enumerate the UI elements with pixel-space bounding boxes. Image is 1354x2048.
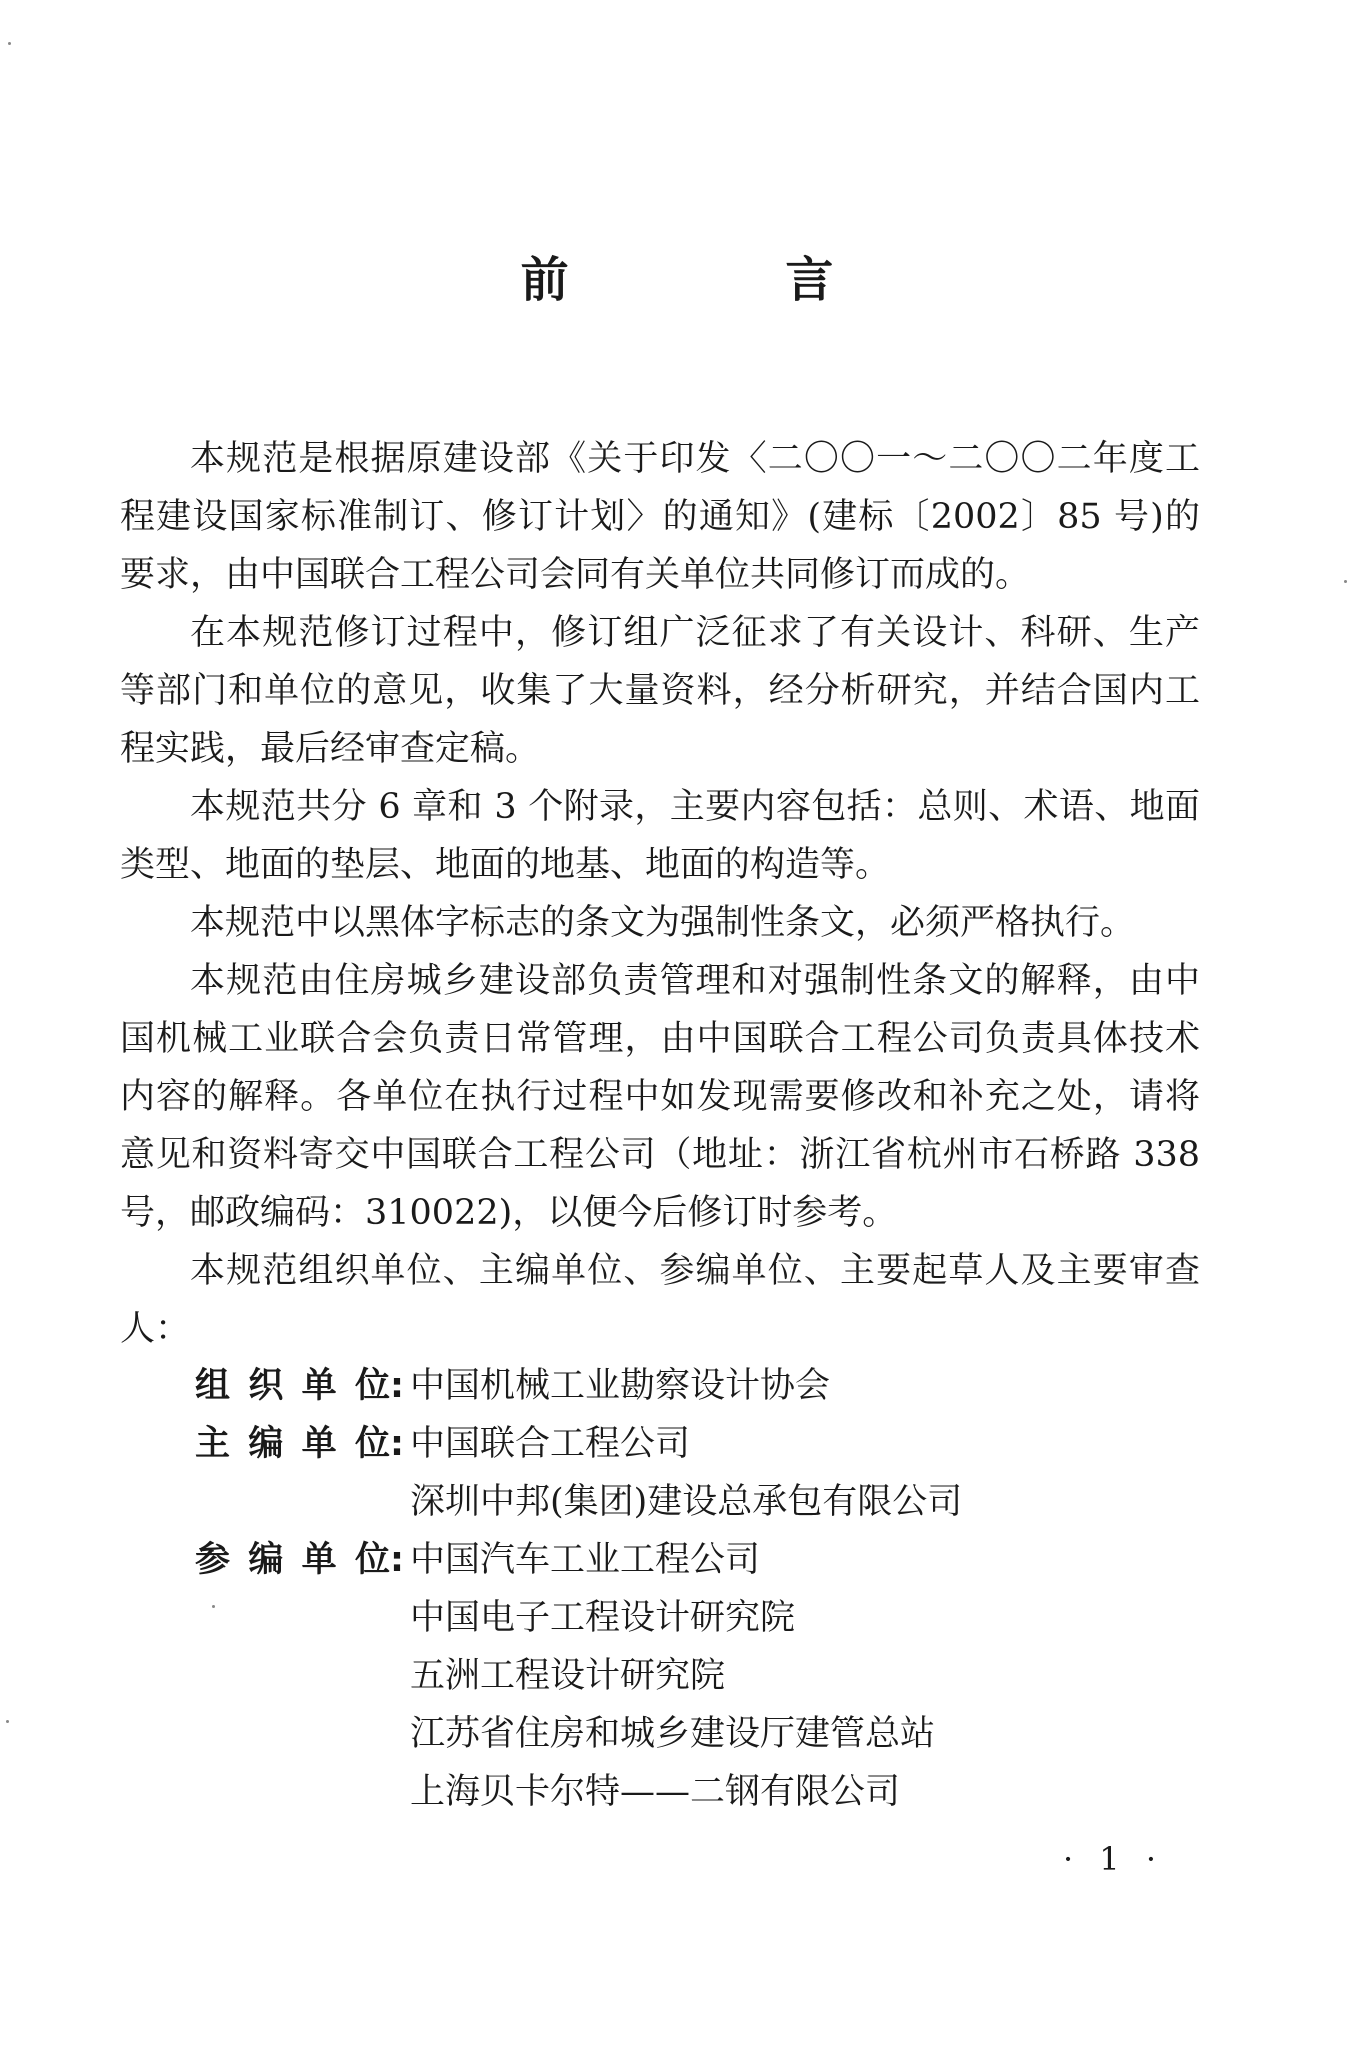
unit-label-colon: : <box>390 1366 404 1406</box>
unit-label <box>195 1415 410 1473</box>
unit-label <box>195 1357 410 1415</box>
paragraph: 本规范组织单位、主编单位、参编单位、主要起草人及主要审查人： <box>120 1251 1200 1349</box>
unit-name: 深圳中邦(集团)建设总承包有限公司 <box>410 1482 963 1522</box>
unit-name: 中国汽车工业工程公司 <box>410 1540 761 1580</box>
page-number: · 1 · <box>1062 1840 1164 1878</box>
paragraph: 本规范共分 6 章和 3 个附录，主要内容包括：总则、术语、地面类型、地面的垫层、地面的地基、地面的构造等。 <box>120 787 1200 885</box>
paragraph: 本规范是根据原建设部《关于印发〈二〇〇一～二〇〇二年度工程建设国家标准制订、修订计划〉的通知》(建标〔2002〕85 号)的要求，由中国联合工程公司会同有关单位共同修订而成的。 <box>120 439 1200 595</box>
paragraph: 在本规范修订过程中，修订组广泛征求了有关设计、科研、生产等部门和单位的意见，收集了大量资料，经分析研究，并结合国内工程实践，最后经审查定稿。 <box>120 613 1200 769</box>
unit-row-participants <box>195 1531 1195 1821</box>
unit-name: 上海贝卡尔特——二钢有限公司 <box>410 1772 901 1812</box>
unit-label-text: 主编单位 <box>195 1424 390 1464</box>
scan-speck <box>6 1720 9 1723</box>
unit-names <box>410 1415 962 1531</box>
paragraph: 本规范中以黑体字标志的条文为强制性条文，必须严格执行。 <box>190 903 1136 943</box>
unit-label <box>195 1531 410 1589</box>
units-list <box>195 1357 1195 1821</box>
unit-name: 中国电子工程设计研究院 <box>410 1598 796 1638</box>
unit-name: 中国联合工程公司 <box>410 1424 691 1464</box>
unit-name: 江苏省住房和城乡建设厅建管总站 <box>410 1714 936 1754</box>
unit-name: 中国机械工业勘察设计协会 <box>410 1366 831 1406</box>
unit-names <box>410 1531 935 1821</box>
unit-row-organizer <box>195 1357 1195 1415</box>
scan-speck <box>1344 580 1347 583</box>
unit-label-colon: : <box>390 1424 404 1464</box>
preface-body <box>120 430 1200 1358</box>
unit-row-chief-editor <box>195 1415 1195 1531</box>
paragraph: 本规范由住房城乡建设部负责管理和对强制性条文的解释，由中国机械工业联合会负责日常管理，由中国联合工程公司负责具体技术内容的解释。各单位在执行过程中如发现需要修改和补充之处，请将意见和资料寄交中国联合工程公司（地址：浙江省杭州市石桥路 338 号，邮政编码：310022)，以便今后修订时参考。 <box>120 961 1200 1233</box>
unit-names <box>410 1357 830 1415</box>
unit-label-text: 参编单位 <box>195 1540 390 1580</box>
unit-label-colon: : <box>390 1540 404 1580</box>
scan-speck <box>8 42 11 45</box>
page-title: 前 言 <box>520 252 934 308</box>
unit-label-text: 组织单位 <box>195 1366 390 1406</box>
scan-speck <box>212 1605 215 1608</box>
unit-name: 五洲工程设计研究院 <box>410 1656 726 1696</box>
